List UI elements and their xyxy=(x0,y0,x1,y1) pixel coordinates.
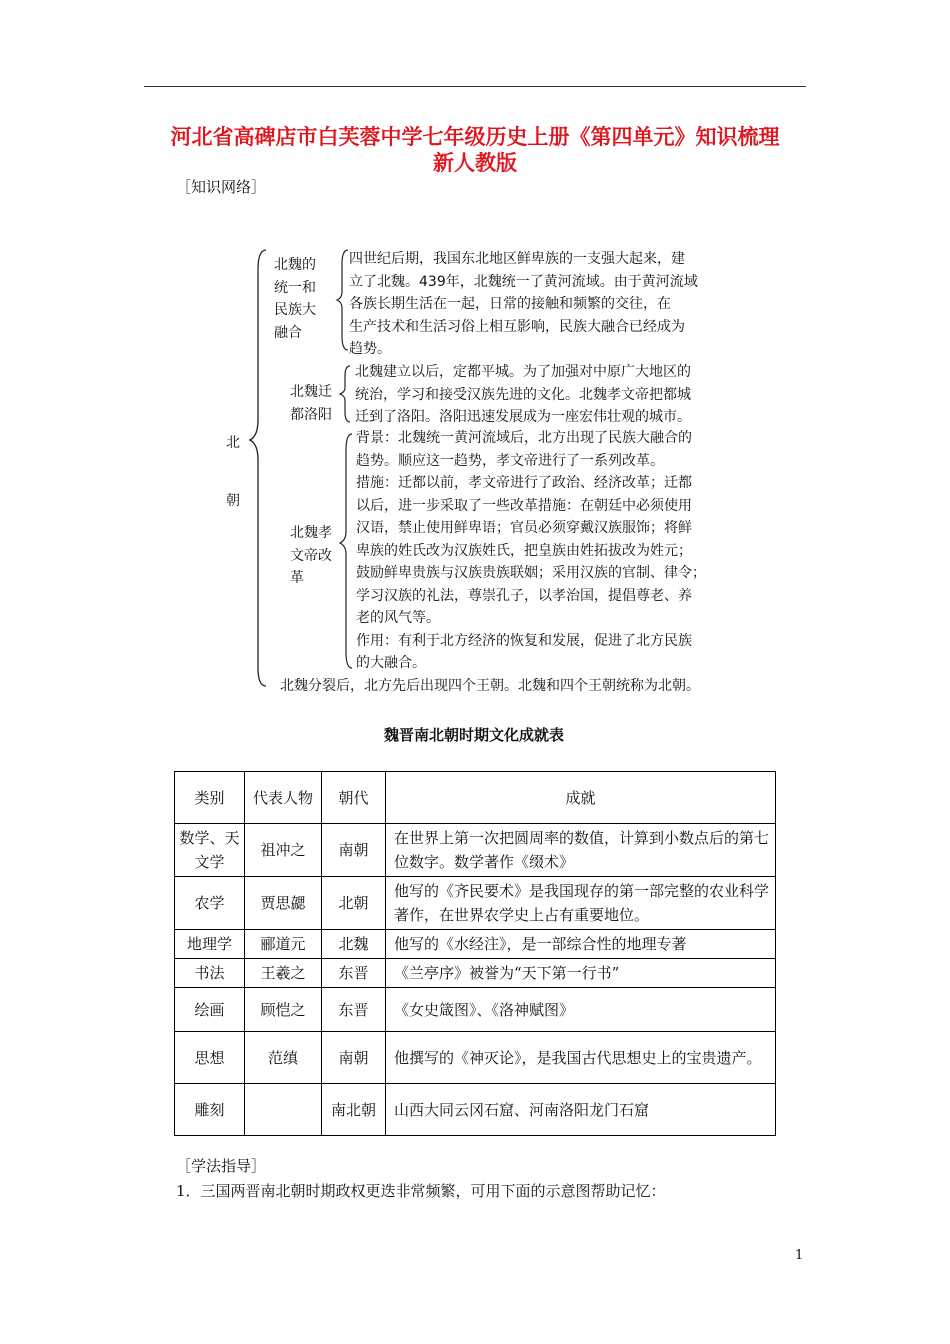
branch-label-3: 北魏孝 文帝改 革 xyxy=(290,525,332,586)
network-footer: 北魏分裂后，北方先后出现四个王朝。北魏和四个王朝统称为北朝。 xyxy=(280,678,700,694)
page-number: 1 xyxy=(795,1248,804,1263)
branch-brace-1 xyxy=(337,250,348,350)
cell-person xyxy=(245,1084,322,1136)
root-label-bottom: 朝 xyxy=(226,493,240,509)
cell-person: 祖冲之 xyxy=(245,824,322,877)
cell-category: 地理学 xyxy=(175,930,245,959)
cell-dynasty: 南北朝 xyxy=(322,1084,386,1136)
cell-person: 王羲之 xyxy=(245,959,322,988)
section-heading-network: ［知识网络］ xyxy=(176,178,267,196)
header-category: 类别 xyxy=(175,772,245,824)
table-row xyxy=(175,824,776,877)
top-rule xyxy=(144,86,806,87)
header-achievement: 成就 xyxy=(386,772,776,824)
table-row xyxy=(175,930,776,959)
cell-person: 郦道元 xyxy=(245,930,322,959)
branch-text-1: 四世纪后期，我国东北地区鲜卑族的一支强大起来，建 立了北魏。439年，北魏统一了黄河流域。由于黄河流域 各族长期生活在一起，日常的接触和频繁的交往，在 生产技术和生活习俗上相互影响，民族大融合已经成为 趋势。 xyxy=(349,251,698,357)
cell-person: 顾恺之 xyxy=(245,988,322,1032)
cell-category: 雕刻 xyxy=(175,1084,245,1136)
header-person: 代表人物 xyxy=(245,772,322,824)
cell-achievement: 他写的《水经注》，是一部综合性的地理专著 xyxy=(386,930,776,959)
cell-category: 绘画 xyxy=(175,988,245,1032)
cell-category: 农学 xyxy=(175,877,245,930)
branch-text-3: 背景：北魏统一黄河流域后，北方出现了民族大融合的 趋势。顺应这一趋势，孝文帝进行了一系列改革。 措施：迁都以前，孝文帝进行了政治、经济改革；迁都 以后，进一步采取了一些改革措施：在朝廷中必须使用 汉语，禁止使用鲜卑语；官员必须穿戴汉族服饰；将鲜 卑族的姓氏改为汉族姓氏，把皇族由姓拓拔改为姓元； 鼓励鲜卑贵族与汉族贵族联姻；采用汉族的官制、律令； 学习汉族的礼法，尊崇孔子，以孝治国，提倡尊老、养 老的风气等。 作用：有利于北方经济的恢复和发展，促进了北方民族 的大融合。 xyxy=(356,430,706,671)
cell-dynasty: 北朝 xyxy=(322,877,386,930)
section-heading-method: ［学法指导］ xyxy=(176,1157,267,1175)
cell-person: 范缜 xyxy=(245,1032,322,1084)
cell-achievement: 他撰写的《神灭论》，是我国古代思想史上的宝贵遗产。 xyxy=(386,1032,776,1084)
cell-achievement: 山西大同云冈石窟、河南洛阳龙门石窟 xyxy=(386,1084,776,1136)
cell-achievement: 他写的《齐民要术》是我国现存的第一部完整的农业科学著作，在世界农学史上占有重要地位。 xyxy=(386,877,776,930)
cell-dynasty: 东晋 xyxy=(322,988,386,1032)
table-row xyxy=(175,877,776,930)
root-brace xyxy=(250,250,266,686)
table-row xyxy=(175,1032,776,1084)
cell-achievement: 《兰亭序》被誉为“天下第一行书” xyxy=(386,959,776,988)
table-header-row xyxy=(175,772,776,824)
cell-category: 数学、天文学 xyxy=(175,824,245,877)
cell-dynasty: 南朝 xyxy=(322,824,386,877)
method-item-1: 1．三国两晋南北朝时期政权更迭非常频繁，可用下面的示意图帮助记忆： xyxy=(176,1182,666,1200)
culture-achievement-table xyxy=(174,771,776,1136)
cell-achievement: 《女史箴图》、《洛神赋图》 xyxy=(386,988,776,1032)
table-row xyxy=(175,1084,776,1136)
cell-person: 贾思勰 xyxy=(245,877,322,930)
document-title: 河北省高碑店市白芙蓉中学七年级历史上册《第四单元》知识梳理 新人教版 xyxy=(170,125,780,175)
cell-category: 思想 xyxy=(175,1032,245,1084)
root-label-top: 北 xyxy=(226,435,240,451)
table-title: 魏晋南北朝时期文化成就表 xyxy=(383,726,564,744)
cell-category: 书法 xyxy=(175,959,245,988)
table-row xyxy=(175,988,776,1032)
table-row xyxy=(175,959,776,988)
branch-label-2: 北魏迁 都洛阳 xyxy=(290,384,332,423)
cell-dynasty: 北魏 xyxy=(322,930,386,959)
cell-dynasty: 东晋 xyxy=(322,959,386,988)
cell-dynasty: 南朝 xyxy=(322,1032,386,1084)
cell-achievement: 在世界上第一次把圆周率的数值，计算到小数点后的第七位数字。数学著作《缀术》 xyxy=(386,824,776,877)
branch-text-2: 北魏建立以后，定都平城。为了加强对中原广大地区的 统治，学习和接受汉族先进的文化。北魏孝文帝把都城 迁到了洛阳。洛阳迅速发展成为一座宏伟壮观的城市。 xyxy=(355,364,691,425)
branch-label-1: 北魏的 统一和 民族大 融合 xyxy=(274,257,316,341)
header-dynasty: 朝代 xyxy=(322,772,386,824)
